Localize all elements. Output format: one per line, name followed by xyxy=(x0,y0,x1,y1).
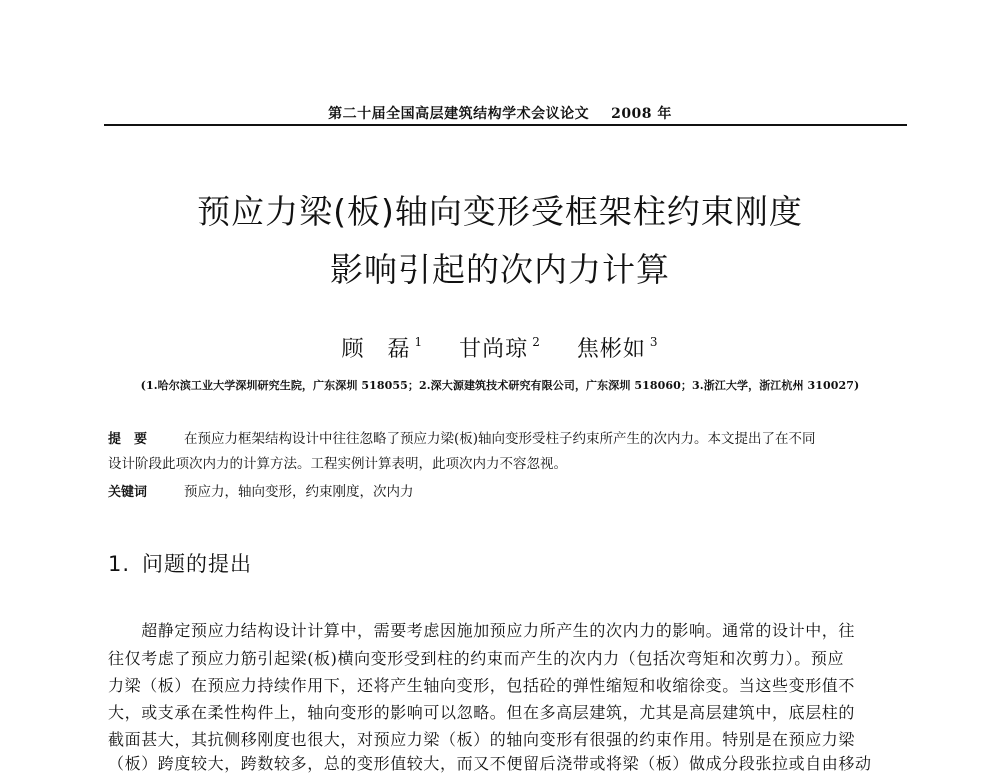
author-3 xyxy=(577,337,659,362)
body-line-4: 大，或支承在柔性构件上，轴向变形的影响可以忽略。但在多高层建筑，尤其是高层建筑中，底层柱的 xyxy=(108,703,856,722)
keywords-line xyxy=(108,482,908,503)
author-name: 顾 磊 xyxy=(341,337,411,362)
keywords-text: 预应力，轴向变形，约束刚度，次内力 xyxy=(184,484,414,500)
affiliations: (1.哈尔滨工业大学深圳研究生院，广东深圳 518055；2.深大源建筑技术研究有限公司，广东深圳 518060；3.浙江大学，浙江杭州 310027) xyxy=(140,379,860,392)
conference-year: 2008 年 xyxy=(611,106,672,122)
author-affil-mark: 1 xyxy=(414,335,424,349)
body-line-6: （板）跨度较大，跨数较多，总的变形值较大，而又不便留后浇带或将梁（板）做成分段张拉或自由移动 xyxy=(108,754,872,773)
author-list xyxy=(0,332,1000,363)
keywords-label: 关键词 xyxy=(108,485,148,500)
running-header xyxy=(0,103,1000,123)
paper-title-line-1: 预应力梁(板)轴向变形受框架柱约束刚度 xyxy=(197,192,803,231)
author-1 xyxy=(342,337,424,362)
conference-name: 第二十届全国高层建筑结构学术会议论文 xyxy=(328,106,590,122)
body-line-1: 超静定预应力结构设计计算中，需要考虑因施加预应力所产生的次内力的影响。通常的设计中，往 xyxy=(108,621,856,640)
section-number: 1. xyxy=(108,552,131,576)
author-affil-mark: 3 xyxy=(649,335,659,349)
author-2 xyxy=(459,337,541,362)
author-affil-mark: 2 xyxy=(532,335,541,349)
body-line-2: 往仅考虑了预应力筋引起梁(板)横向变形受到柱的约束而产生的次内力（包括次弯矩和次剪力）。预应 xyxy=(108,649,845,668)
abstract-text-1: 在预应力框架结构设计中往往忽略了预应力梁(板)轴向变形受柱子约束所产生的次内力。本文提出了在不同 xyxy=(184,431,816,447)
author-name: 甘尚琼 xyxy=(459,337,529,362)
section-title: 问题的提出 xyxy=(142,552,253,576)
author-name: 焦彬如 xyxy=(576,337,646,362)
section-heading xyxy=(108,548,252,578)
abstract-label: 提 要 xyxy=(108,432,148,447)
body-line-5: 截面甚大，其抗侧移刚度也很大，对预应力梁（板）的轴向变形有很强的约束作用。特别是在预应力梁 xyxy=(108,730,856,749)
paper-title-line-2: 影响引起的次内力计算 xyxy=(330,250,670,289)
abstract-line-2: 设计阶段此项次内力的计算方法。工程实例计算表明，此项次内力不容忽视。 xyxy=(108,456,567,472)
abstract-line-1 xyxy=(108,429,908,450)
body-line-3: 力梁（板）在预应力持续作用下，还将产生轴向变形，包括砼的弹性缩短和收缩徐变。当这些变形值不 xyxy=(108,676,856,695)
header-rule xyxy=(104,124,907,126)
